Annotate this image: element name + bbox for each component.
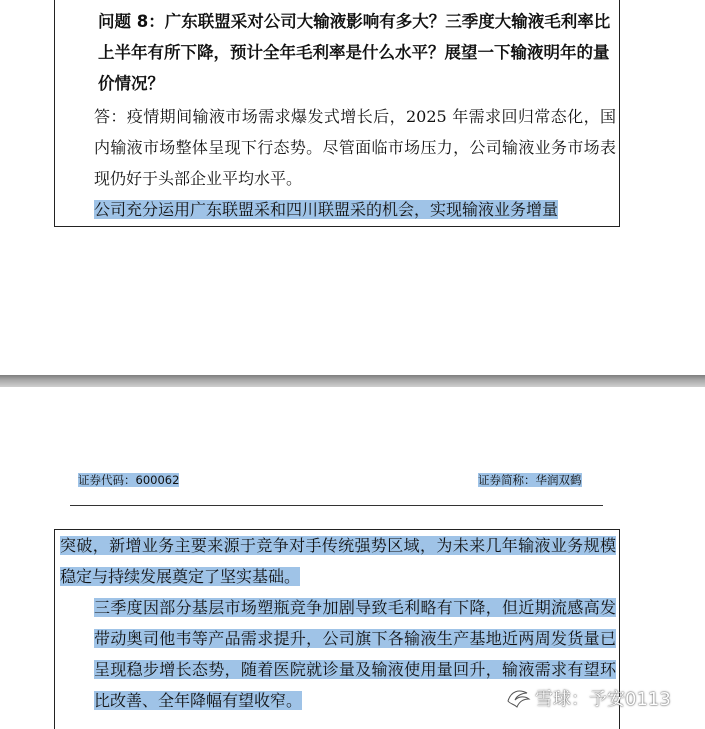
text-selection-highlight[interactable]: 三季度因部分基层市场塑瓶竞争加剧导致毛利略有下降，但近期流感高发带动奥司他韦等产品需求提升，公司旗下各输液生产基地近两周发货量已呈现稳步增长态势，随着医院就诊量及输液使用量回升，输液需求有望环比改善、全年降幅有望收窄。 <box>94 598 616 710</box>
text-selection-highlight[interactable]: 突破，新增业务主要来源于竞争对手传统强势区域，为未来几年输液业务规模稳定与持续发展奠定了坚实基础。 <box>60 536 616 586</box>
header-stock-name[interactable]: 证券简称：华润双鹤 <box>478 473 582 487</box>
question-heading: 问题 8：广东联盟采对公司大输液影响有多大？三季度大输液毛利率比上半年有所下降，预计全年毛利率是什么水平？展望一下输液明年的量价情况？ <box>98 12 611 93</box>
xueqiu-logo-icon <box>505 687 531 709</box>
xueqiu-watermark: 雪球：予安0113 <box>505 685 671 711</box>
page-break-gap <box>0 375 705 387</box>
answer-paragraph-2-cont[interactable] <box>60 530 616 592</box>
header-rule <box>70 505 603 506</box>
text-selection-highlight[interactable]: 公司充分运用广东联盟采和四川联盟采的机会，实现输液业务增量 <box>94 200 559 219</box>
answer-paragraph-1: 答：疫情期间输液市场需求爆发式增长后，2025 年需求回归常态化，国内输液市场整体呈现下行态势。尽管面临市场压力，公司输液业务市场表现仍好于头部企业平均水平。 <box>94 107 616 188</box>
header-stock-code[interactable]: 证券代码：600062 <box>78 473 180 487</box>
answer-paragraph-2-start[interactable] <box>60 194 616 225</box>
